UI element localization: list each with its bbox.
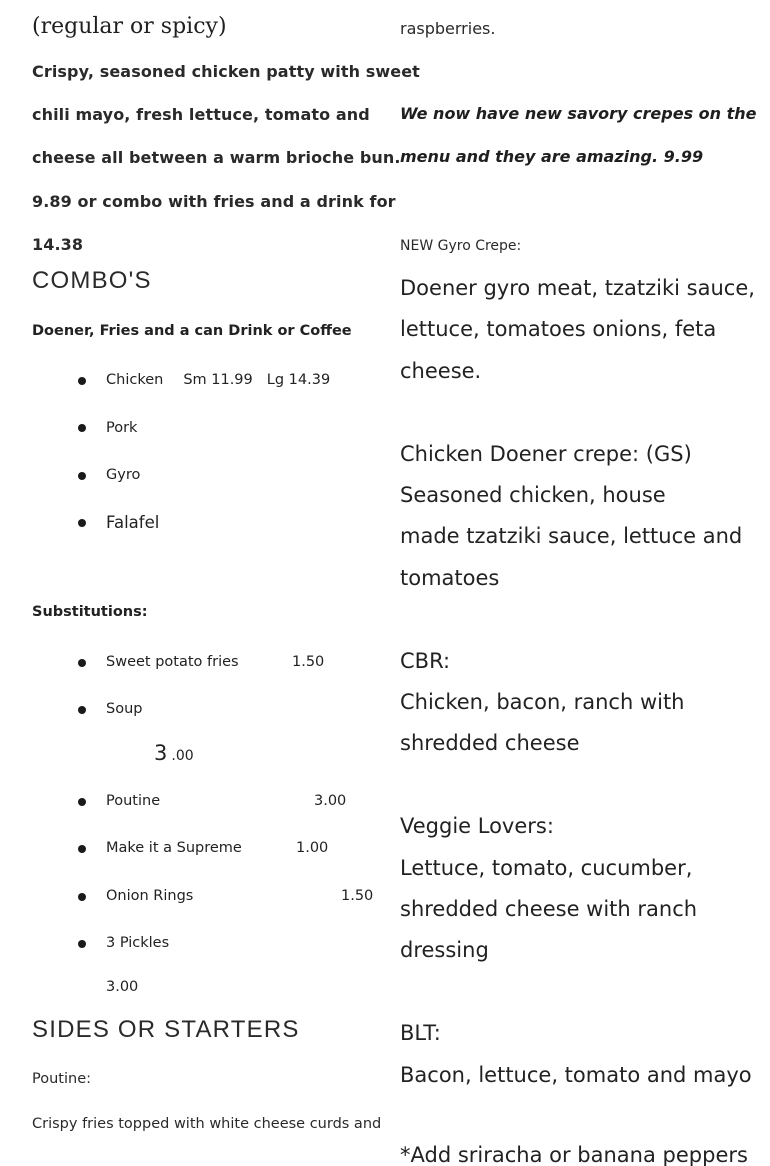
- sides-heading: SIDES OR STARTERS: [32, 1016, 300, 1043]
- bullet-icon: [78, 845, 86, 853]
- veggie-desc: shredded cheese with ranch: [400, 897, 698, 921]
- combo-item-name: Pork: [106, 420, 138, 436]
- gyro-crepe-label: NEW Gyro Crepe:: [400, 238, 522, 254]
- substitution-name: 3 Pickles: [106, 935, 170, 951]
- cbr-desc: shredded cheese: [400, 731, 580, 755]
- cbr-desc: Chicken, bacon, ranch with: [400, 690, 685, 714]
- poutine-desc: Crispy fries topped with white cheese curds and: [32, 1116, 382, 1132]
- chicken-desc-line: chili mayo, fresh lettuce, tomato and: [32, 105, 370, 124]
- chicken-crepe-desc: made tzatziki sauce, lettuce and: [400, 524, 743, 548]
- add-note: *Add sriracha or banana peppers: [400, 1143, 748, 1166]
- substitution-name: Poutine: [106, 793, 161, 809]
- combos-subtitle: Doener, Fries and a can Drink or Coffee: [32, 323, 352, 339]
- soup-price-main: 3: [154, 741, 168, 765]
- bullet-icon: [78, 472, 86, 480]
- bullet-icon: [78, 893, 86, 901]
- substitution-name: Make it a Supreme: [106, 840, 242, 856]
- bullet-icon: [78, 377, 86, 385]
- gyro-crepe-desc: Doener gyro meat, tzatziki sauce,: [400, 276, 755, 300]
- chicken-sandwich-title: (regular or spicy): [32, 14, 227, 39]
- combo-item-large-price: Lg 14.39: [266, 372, 331, 388]
- combo-item-name: Gyro: [106, 467, 141, 483]
- substitutions-label: Substitutions:: [32, 604, 148, 620]
- bullet-icon: [78, 798, 86, 806]
- soup-price-cents: .00: [171, 748, 194, 764]
- crepe-note-line: We now have new savory crepes on the: [400, 104, 757, 123]
- gyro-crepe-desc: cheese.: [400, 359, 482, 383]
- substitution-price: 1.50: [292, 654, 325, 670]
- substitution-name: Onion Rings: [106, 888, 194, 904]
- bullet-icon: [78, 706, 86, 714]
- soup-price: [154, 741, 194, 765]
- bullet-icon: [78, 659, 86, 667]
- substitution-name: Sweet potato fries: [106, 654, 239, 670]
- gyro-crepe-desc: lettuce, tomatoes onions, feta: [400, 317, 717, 341]
- substitution-price: 3.00: [314, 793, 347, 809]
- poutine-label: Poutine:: [32, 1071, 91, 1087]
- cbr-title: CBR:: [400, 649, 451, 673]
- substitution-price: 1.00: [296, 840, 329, 856]
- bullet-icon: [78, 940, 86, 948]
- combo-item: [106, 372, 330, 388]
- bullet-icon: [78, 424, 86, 432]
- veggie-desc: dressing: [400, 938, 489, 962]
- combo-item-name: Falafel: [106, 513, 160, 532]
- combo-item-small-price: Sm 11.99: [183, 372, 253, 388]
- chicken-crepe-title: Chicken Doener crepe: (GS): [400, 442, 692, 466]
- veggie-desc: Lettuce, tomato, cucumber,: [400, 856, 693, 880]
- chicken-crepe-desc: tomatoes: [400, 566, 500, 590]
- crepe-note-line: menu and they are amazing. 9.99: [400, 147, 704, 166]
- substitution-name: Soup: [106, 701, 143, 717]
- chicken-desc-line: 14.38: [32, 235, 84, 254]
- chicken-crepe-desc: Seasoned chicken, house: [400, 483, 666, 507]
- combos-heading: COMBO'S: [32, 267, 152, 294]
- blt-title: BLT:: [400, 1021, 441, 1045]
- raspberries-text: raspberries.: [400, 19, 496, 38]
- combo-item-name: Chicken: [106, 372, 164, 388]
- chicken-desc-line: Crispy, seasoned chicken patty with sweet: [32, 62, 420, 81]
- blt-desc: Bacon, lettuce, tomato and mayo: [400, 1063, 752, 1087]
- substitution-price: 1.50: [341, 888, 374, 904]
- veggie-title: Veggie Lovers:: [400, 814, 554, 838]
- chicken-desc-line: cheese all between a warm brioche bun.: [32, 148, 401, 167]
- chicken-desc-line: 9.89 or combo with fries and a drink for: [32, 192, 396, 211]
- bullet-icon: [78, 519, 86, 527]
- pickles-price: 3.00: [106, 979, 139, 995]
